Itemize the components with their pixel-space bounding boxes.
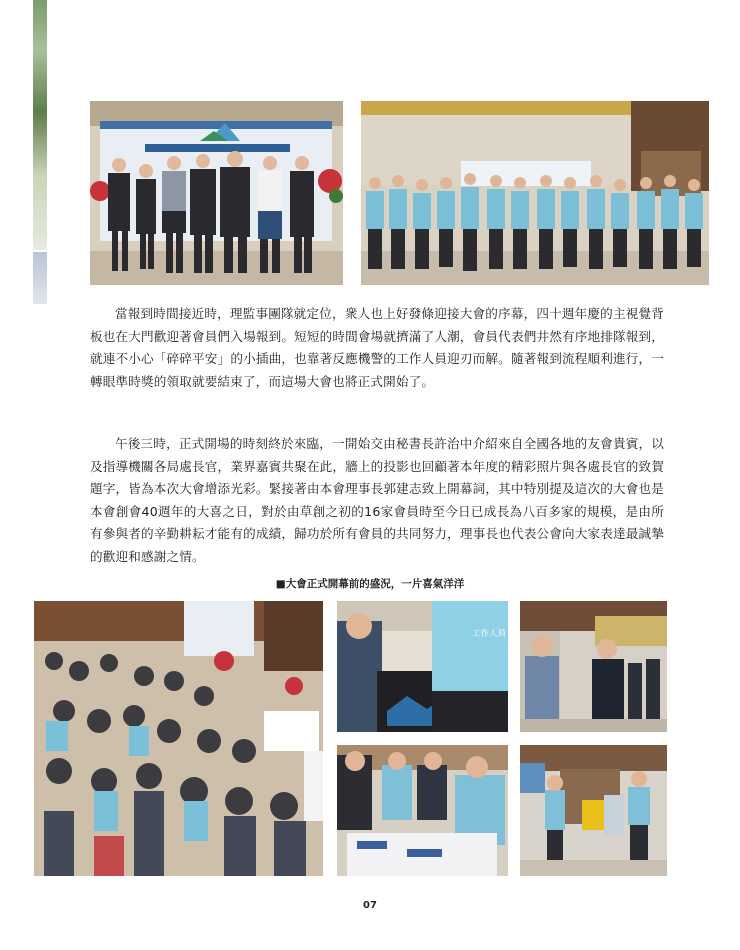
article-paragraph-2: 午後三時，正式開場的時刻終於來臨，一開始交由秘書長許治中介紹來自全國各地的友會貴賓，以及指導機關各局處長官，業界嘉賓共聚在此，牆上的投影也回顧著本年度的精彩照片與各處長官的致賀題字，皆為本次大會增添光彩。緊接著由本會理事長郭建志致上開幕詞，其中特別提及這次的大會也是本會創會40週年的大喜之日，對於由草創之初的16家會員時至今日已成長為八百多家的規模，是由所有參與者的辛勤耕耘才能有的成績，歸功於所有會員的共同努力，理事長也代表公會向大家表達最誠摯的歡迎和感謝之情。 — [90, 436, 664, 564]
photo-cleaning-staff — [520, 745, 667, 876]
photo-caption: ■大會正式開幕前的盛況，一片喜氣洋洋 — [275, 578, 465, 590]
edge-photo-strip-top — [33, 0, 47, 250]
photo-guests-walking — [520, 601, 667, 732]
photo-crowd-registration — [34, 601, 323, 876]
vest-label-text: 工作人員 — [472, 629, 507, 639]
article-paragraph-1: 當報到時間接近時，理監事團隊就定位，衆人也上好發條迎接大會的序幕，四十週年慶的主視覺背板也在大門歡迎著會員們入場報到。短短的時間會場就擠滿了人潮，會員代表們井然有序地排隊報到，就連不小心「碎碎平安」的小插曲，也靠著反應機警的工作人員迎刃而解。隨著報到流程順利進行，一轉眼準時獎的領取就要結束了，而這場大會也將正式開始了。 — [90, 306, 664, 389]
page-number: 07 — [363, 900, 377, 911]
photo-registration-desk — [337, 745, 508, 876]
edge-photo-strip-bottom — [33, 252, 47, 304]
photo-officials-backdrop — [90, 101, 343, 285]
photo-staff-group — [361, 101, 709, 285]
photo-staff-tote-bag — [337, 601, 508, 732]
